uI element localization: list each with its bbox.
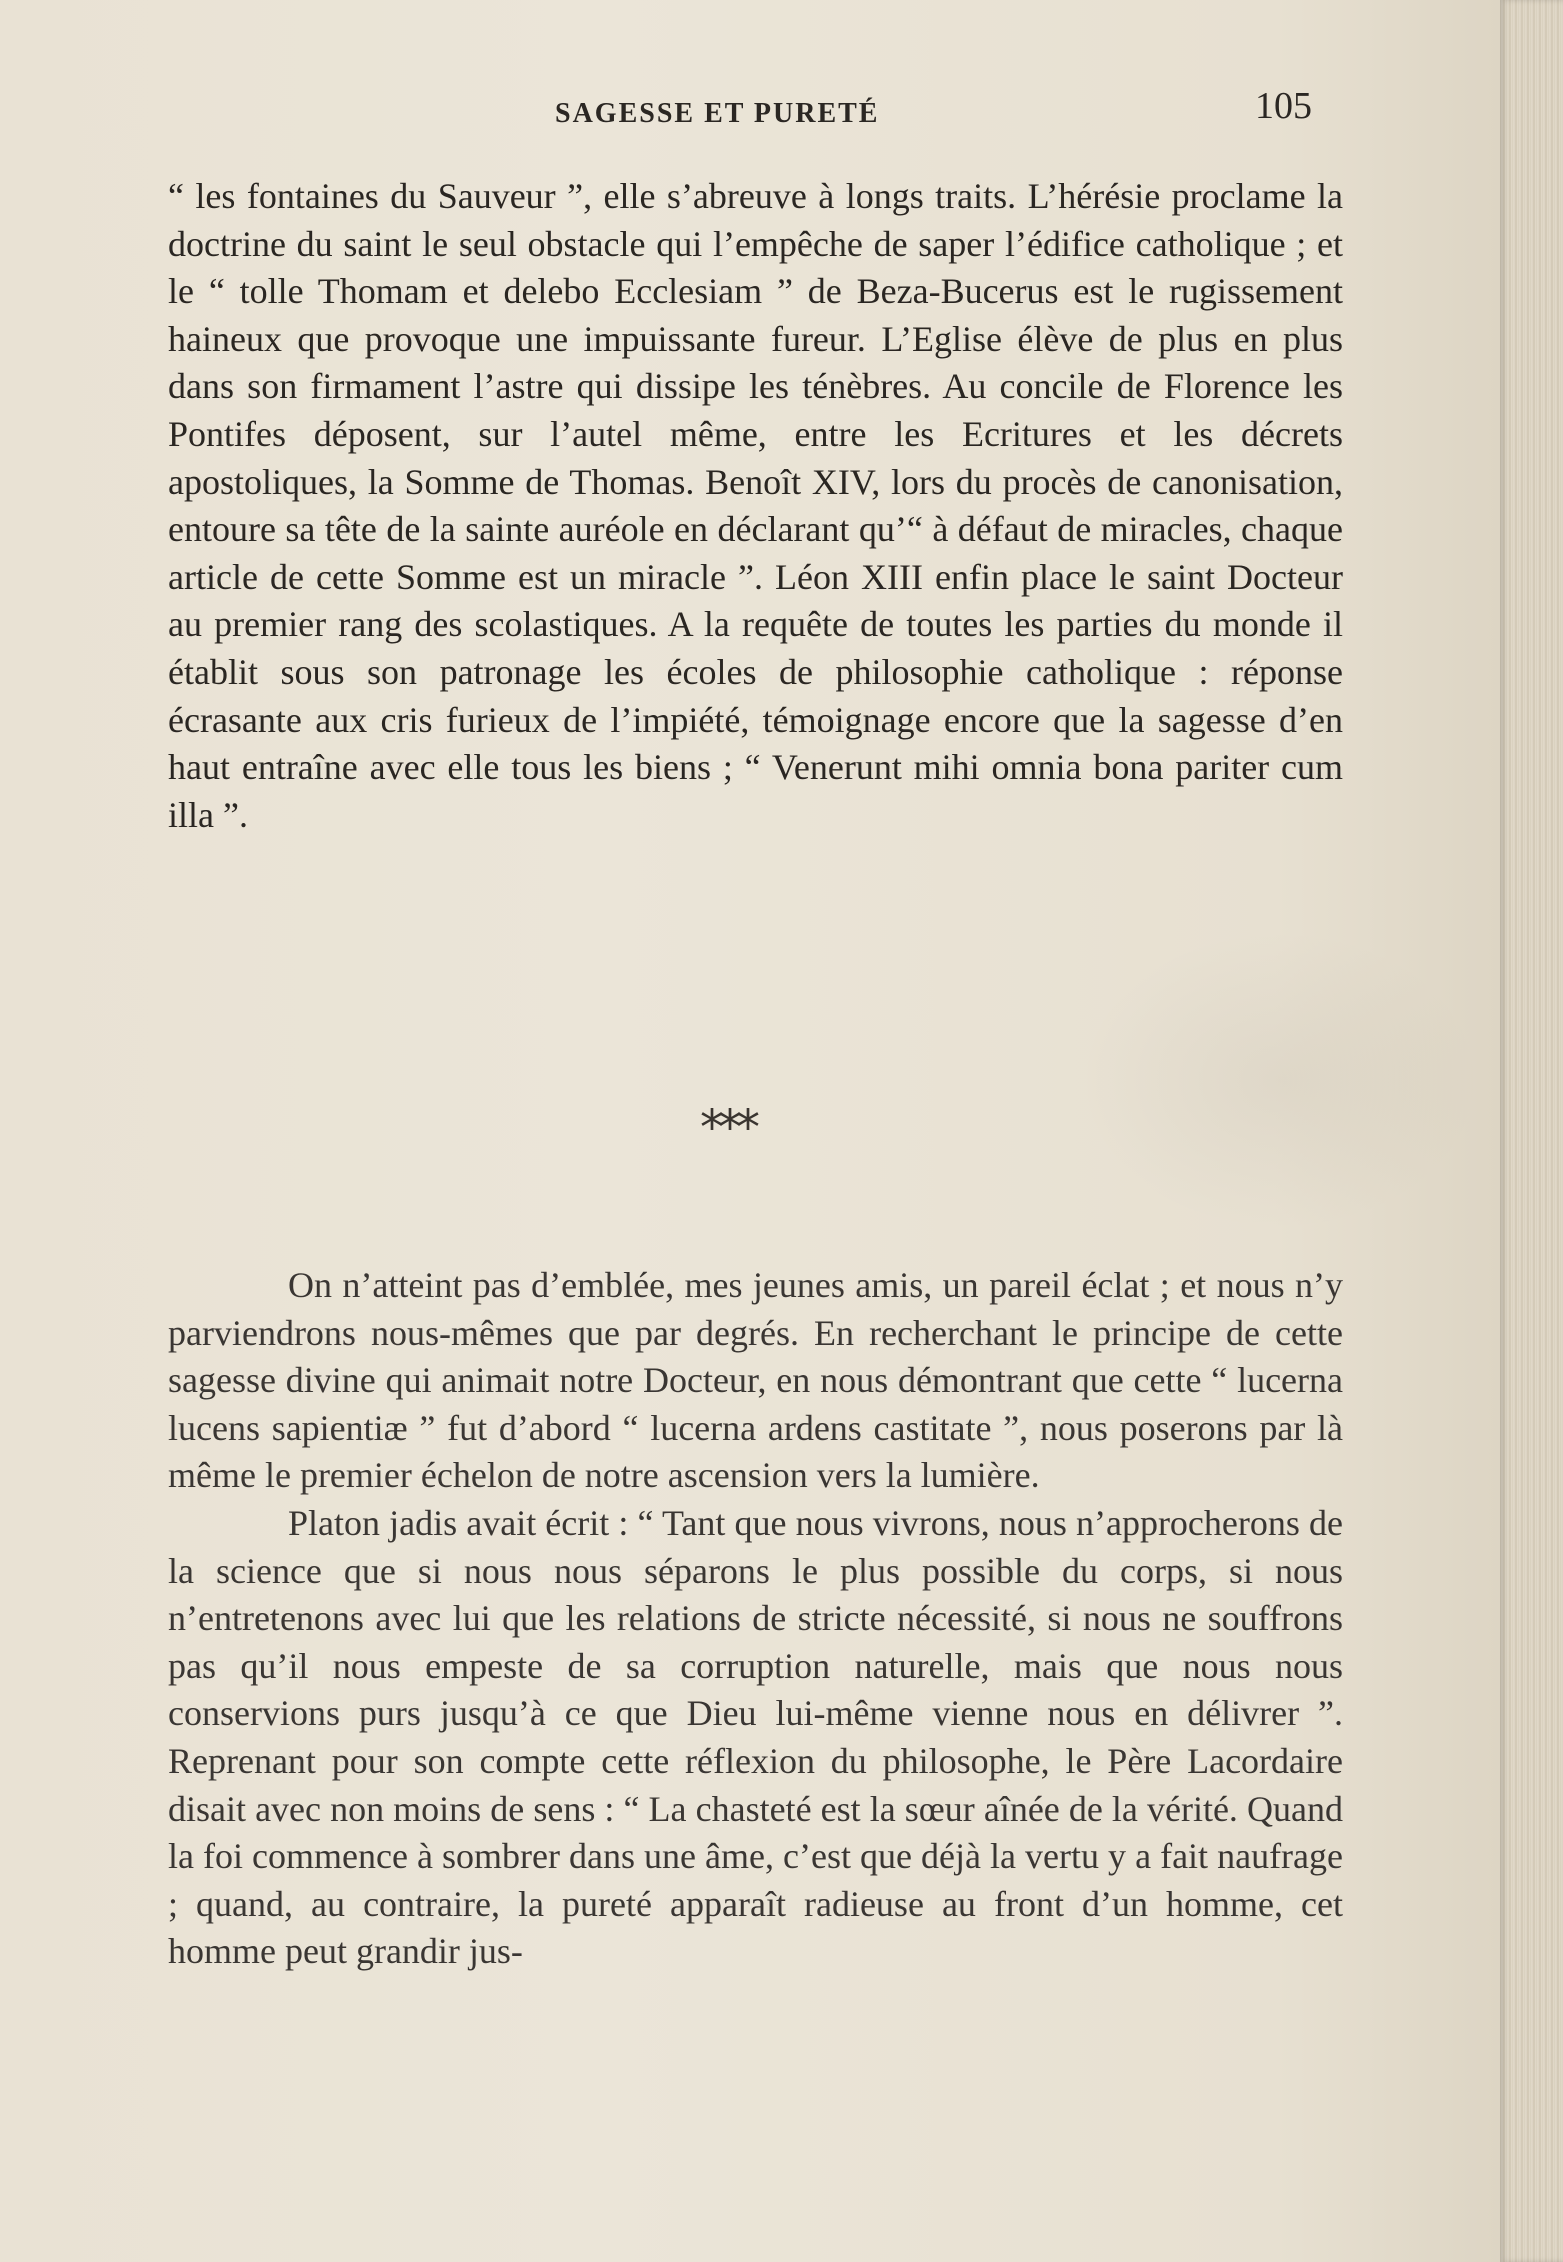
page-number: 105 (1255, 85, 1312, 127)
book-page-edge (1500, 0, 1563, 2262)
text-section-two (168, 1262, 1343, 1976)
paragraph: “ les fontaines du Sauveur ”, elle s’abreuve à longs traits. L’hérésie proclame la doctrine du saint le seul obstacle qui l’empêche de saper l’édifice catholique ; et le “ tolle Thomam et delebo Ecclesiam ” de Beza-Bucerus est le rugissement haineux que provoque une impuissante fureur. L’Eglise élève de plus en plus dans son firmament l’astre qui dissipe les ténèbres. Au concile de Florence les Pontifes déposent, sur l’autel même, entre les Ecritures et les décrets apostoliques, la Somme de Thomas. Benoît XIV, lors du procès de canonisation, entoure sa tête de la sainte auréole en déclarant qu’“ à défaut de miracles, chaque article de cette Somme est un miracle ”. Léon XIII enfin place le saint Docteur au premier rang des scolastiques. A la requête de toutes les parties du monde il établit sous son patronage les écoles de philosophie catholique : réponse écrasante aux cris furieux de l’impiété, témoignage encore que la sagesse d’en haut entraîne avec elle tous les biens ; “ Venerunt mihi omnia bona pariter cum illa ”. (168, 176, 1343, 835)
text-section-one (168, 173, 1343, 839)
section-separator: *** (700, 1100, 754, 1156)
paragraph: Platon jadis avait écrit : “ Tant que nous vivrons, nous n’approcherons de la science que si nous nous séparons le plus possible du corps, si nous n’entretenons avec lui que les relations de stricte nécessité, si nous ne souffrons pas qu’il nous empeste de sa corruption naturelle, mais que nous nous conservions purs jusqu’à ce que Dieu lui-même vienne nous en délivrer ”. Reprenant pour son compte cette réflexion du philosophe, le Père Lacordaire disait avec non moins de sens : “ La chasteté est la sœur aînée de la vérité. Quand la foi commence à sombrer dans une âme, c’est que déjà la vertu y a fait naufrage ; quand, au contraire, la pureté apparaît radieuse au front d’un homme, cet homme peut grandir jus- (168, 1502, 1343, 1972)
ink-bleed-through (1080, 930, 1480, 1230)
running-title: SAGESSE ET PURETÉ (555, 98, 880, 129)
paragraph: On n’atteint pas d’emblée, mes jeunes amis, un pareil éclat ; et nous n’y parviendrons nous-mêmes que par degrés. En recherchant le principe de cette sagesse divine qui animait notre Docteur, en nous démontrant que cette “ lucerna lucens sapientiæ ” fut d’abord “ lucerna ardens castitate ”, nous poserons par là même le premier échelon de notre ascension vers la lumière. (168, 1265, 1343, 1496)
page-header (0, 84, 1500, 134)
